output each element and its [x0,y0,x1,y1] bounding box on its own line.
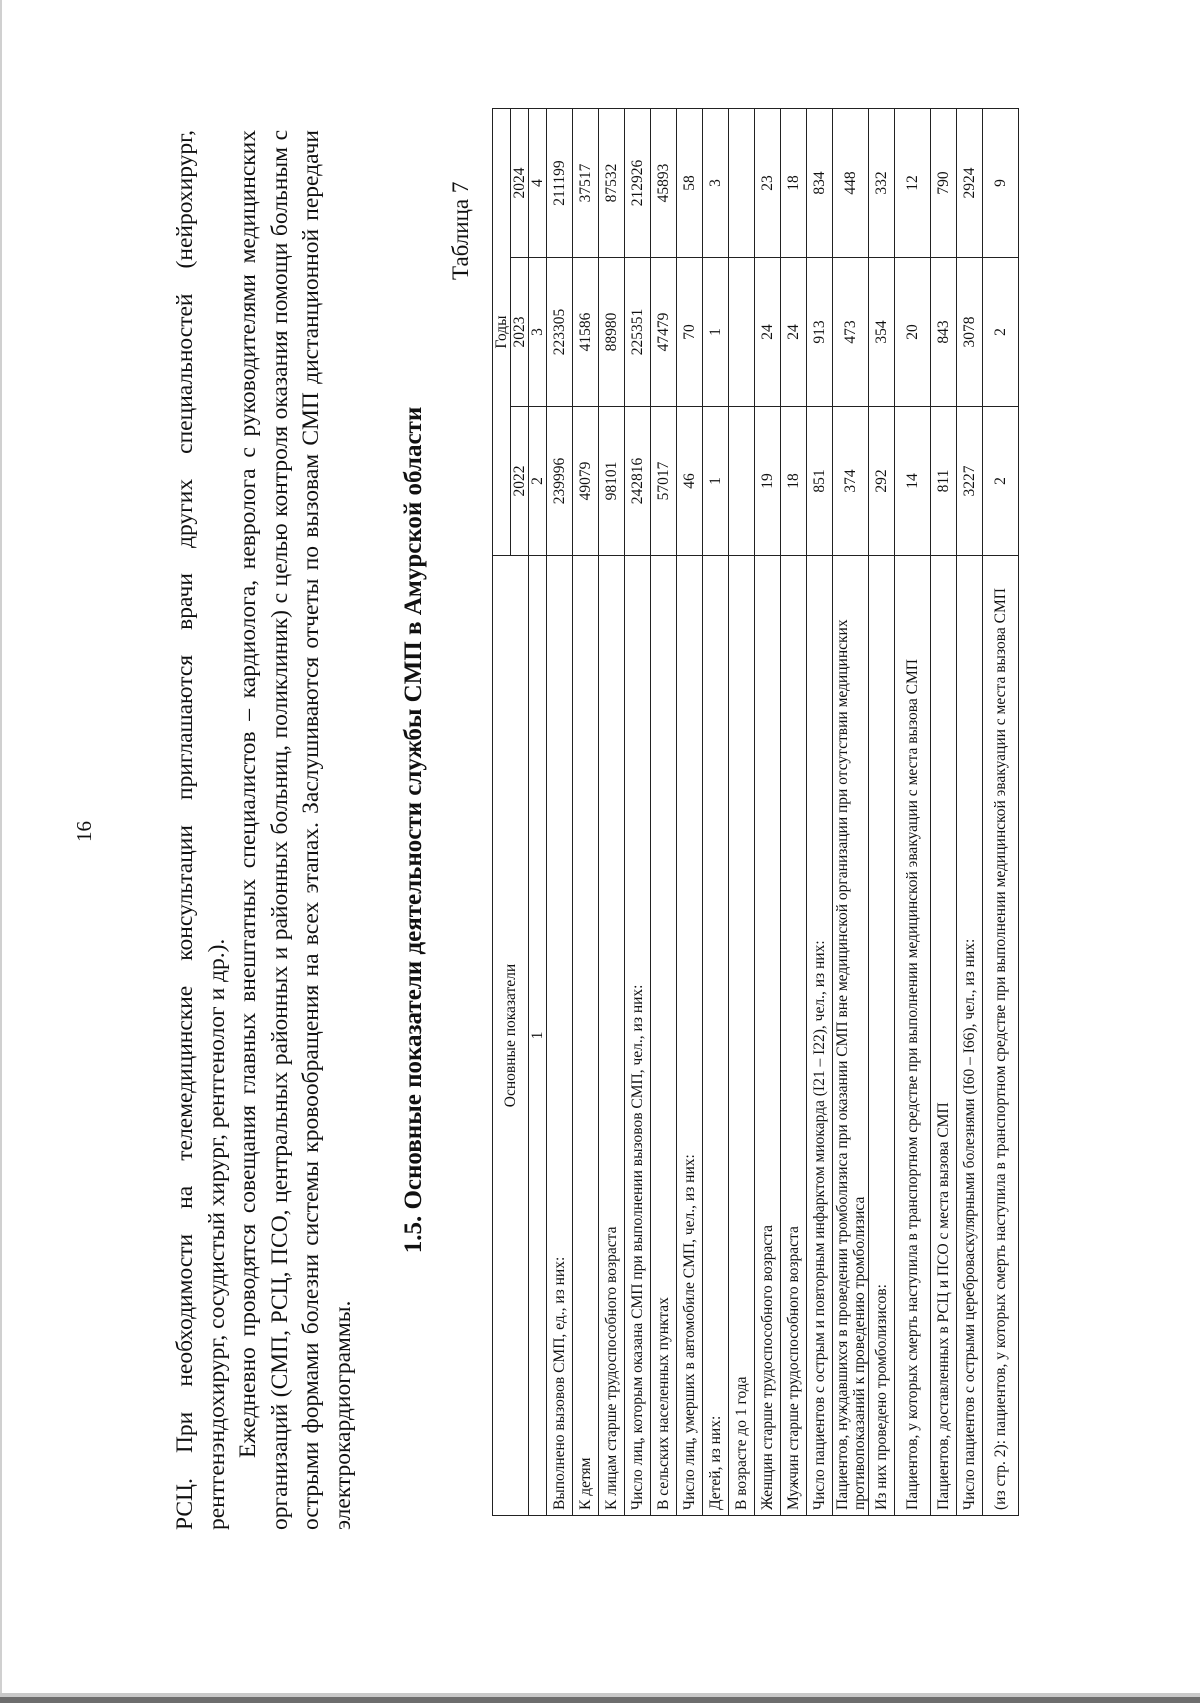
table-row [625,109,651,1516]
value-cell: 18 [781,109,807,258]
value-cell: 843 [931,258,957,407]
value-cell: 790 [931,109,957,258]
row-label: Число пациентов с острыми цереброваскулярными болезнями (I60 – I66), чел., из них: [957,556,983,1516]
column-numbers-row [529,109,547,1516]
table-row [729,109,755,1516]
value-cell: 3 [703,109,729,258]
table-row [983,109,1019,1516]
value-cell [729,109,755,258]
value-cell: 211199 [547,109,573,258]
table-row [833,109,869,1516]
value-cell: 19 [755,407,781,556]
value-cell: 70 [677,258,703,407]
value-cell: 88980 [599,258,625,407]
value-cell: 47479 [651,258,677,407]
value-cell: 448 [833,109,869,258]
section-title: 1.5. Основные показатели деятельности службы СМП в Амурской области [400,406,427,1254]
rotated-page [0,100,1200,1680]
row-label: Пациентов, нуждавшихся в проведении тромболизиса при оказании СМП вне медицинской организации при отсутствии медицинских противопоказаний к проведению тромболизиса [833,556,869,1516]
paragraph-1: РСЦ. При необходимости на телемедицинские консультации приглашаются врачи других специальностей (нейрохирург, рентгенэндохирург, сосудистый хирург, рентгенолог и др.). [172,130,230,1530]
row-label: Число лиц, умерших в автомобиле СМП, чел., из них: [677,556,703,1516]
value-cell: 2 [983,258,1019,407]
row-label: Пациентов, доставленных в РСЦ и ПСО с места вызова СМП [931,556,957,1516]
table-row [931,109,957,1516]
table-row [869,109,895,1516]
row-label: К лицам старше трудоспособного возраста [599,556,625,1516]
row-label: (из стр. 2): пациентов, у которых смерть наступила в транспортном средстве при выполнении медицинской эвакуации с места вызова СМП [983,556,1019,1516]
column-number: 3 [529,258,547,407]
year-header: 2023 [511,258,529,407]
row-label: Пациентов, у которых смерть наступила в транспортном средстве при выполнении медицинской эвакуации с места вызова СМП [895,556,931,1516]
row-label: Число лиц, которым оказана СМП при выполнении вызовов СМП, чел., из них: [625,556,651,1516]
value-cell: 239996 [547,407,573,556]
column-number: 1 [529,556,547,1516]
value-cell: 23 [755,109,781,258]
value-cell: 1 [703,407,729,556]
year-header: 2022 [511,407,529,556]
paragraph-2: Ежедневно проводятся совещания главных внештатных специалистов – кардиолога, невролога с руководителями медицинских организаций (СМП, РСЦ, ПСО, центральных районных и районных больниц, поликлиник) с целью контроля оказания помощи больным с острыми формами болезни системы кровообращения на всех этапах. Заслушиваются отчеты по вызовам СМП дистанционной передачи электрокардиограммы. [235,130,356,1530]
value-cell: 58 [677,109,703,258]
table-row [781,109,807,1516]
table-row [703,109,729,1516]
row-label: Женщин старше трудоспособного возраста [755,556,781,1516]
row-label: В возрасте до 1 года [729,556,755,1516]
value-cell: 2924 [957,109,983,258]
table-row [677,109,703,1516]
row-label: В сельских населенных пунктах [651,556,677,1516]
page-number: 16 [72,821,96,842]
value-cell: 374 [833,407,869,556]
value-cell: 87532 [599,109,625,258]
value-cell: 46 [677,407,703,556]
value-cell: 45893 [651,109,677,258]
table-caption: Таблица 7 [448,181,473,280]
value-cell: 57017 [651,407,677,556]
value-cell: 3078 [957,258,983,407]
value-cell: 3227 [957,407,983,556]
value-cell: 473 [833,258,869,407]
row-label: Мужчин старше трудоспособного возраста [781,556,807,1516]
year-header: 2024 [511,109,529,258]
table-row [573,109,599,1516]
value-cell: 49079 [573,407,599,556]
value-cell: 223305 [547,258,573,407]
row-label: К детям [573,556,599,1516]
row-label: Из них проведено тромболизисов: [869,556,895,1516]
value-cell: 354 [869,258,895,407]
table-row [651,109,677,1516]
value-cell: 18 [781,407,807,556]
value-cell [729,258,755,407]
table-row [895,109,931,1516]
value-cell: 9 [983,109,1019,258]
indicators-table [492,108,1019,1516]
value-cell: 2 [983,407,1019,556]
years-header: Годы [493,109,511,556]
row-label: Детей, из них: [703,556,729,1516]
table-row [599,109,625,1516]
value-cell: 292 [869,407,895,556]
value-cell: 834 [807,109,833,258]
value-cell: 811 [931,407,957,556]
value-cell [729,407,755,556]
value-cell: 332 [869,109,895,258]
value-cell: 98101 [599,407,625,556]
column-number: 4 [529,109,547,258]
table-row [957,109,983,1516]
table-row [807,109,833,1516]
value-cell: 41586 [573,258,599,407]
value-cell: 1 [703,258,729,407]
value-cell: 12 [895,109,931,258]
value-cell: 242816 [625,407,651,556]
value-cell: 24 [755,258,781,407]
body-text [170,130,359,1530]
table-row [547,109,573,1516]
scan-edge-bottom [0,1697,1200,1703]
row-label: Выполнено вызовов СМП, ед., из них: [547,556,573,1516]
value-cell: 24 [781,258,807,407]
value-cell: 14 [895,407,931,556]
value-cell: 20 [895,258,931,407]
row-label: Число пациентов с острым и повторным инфарктом миокарда (I21 – I22), чел., из них: [807,556,833,1516]
table-header-row [493,109,511,1516]
value-cell: 851 [807,407,833,556]
value-cell: 225351 [625,258,651,407]
value-cell: 212926 [625,109,651,258]
value-cell: 913 [807,258,833,407]
value-cell: 37517 [573,109,599,258]
label-header: Основные показатели [493,556,529,1516]
column-number: 2 [529,407,547,556]
table-row [755,109,781,1516]
